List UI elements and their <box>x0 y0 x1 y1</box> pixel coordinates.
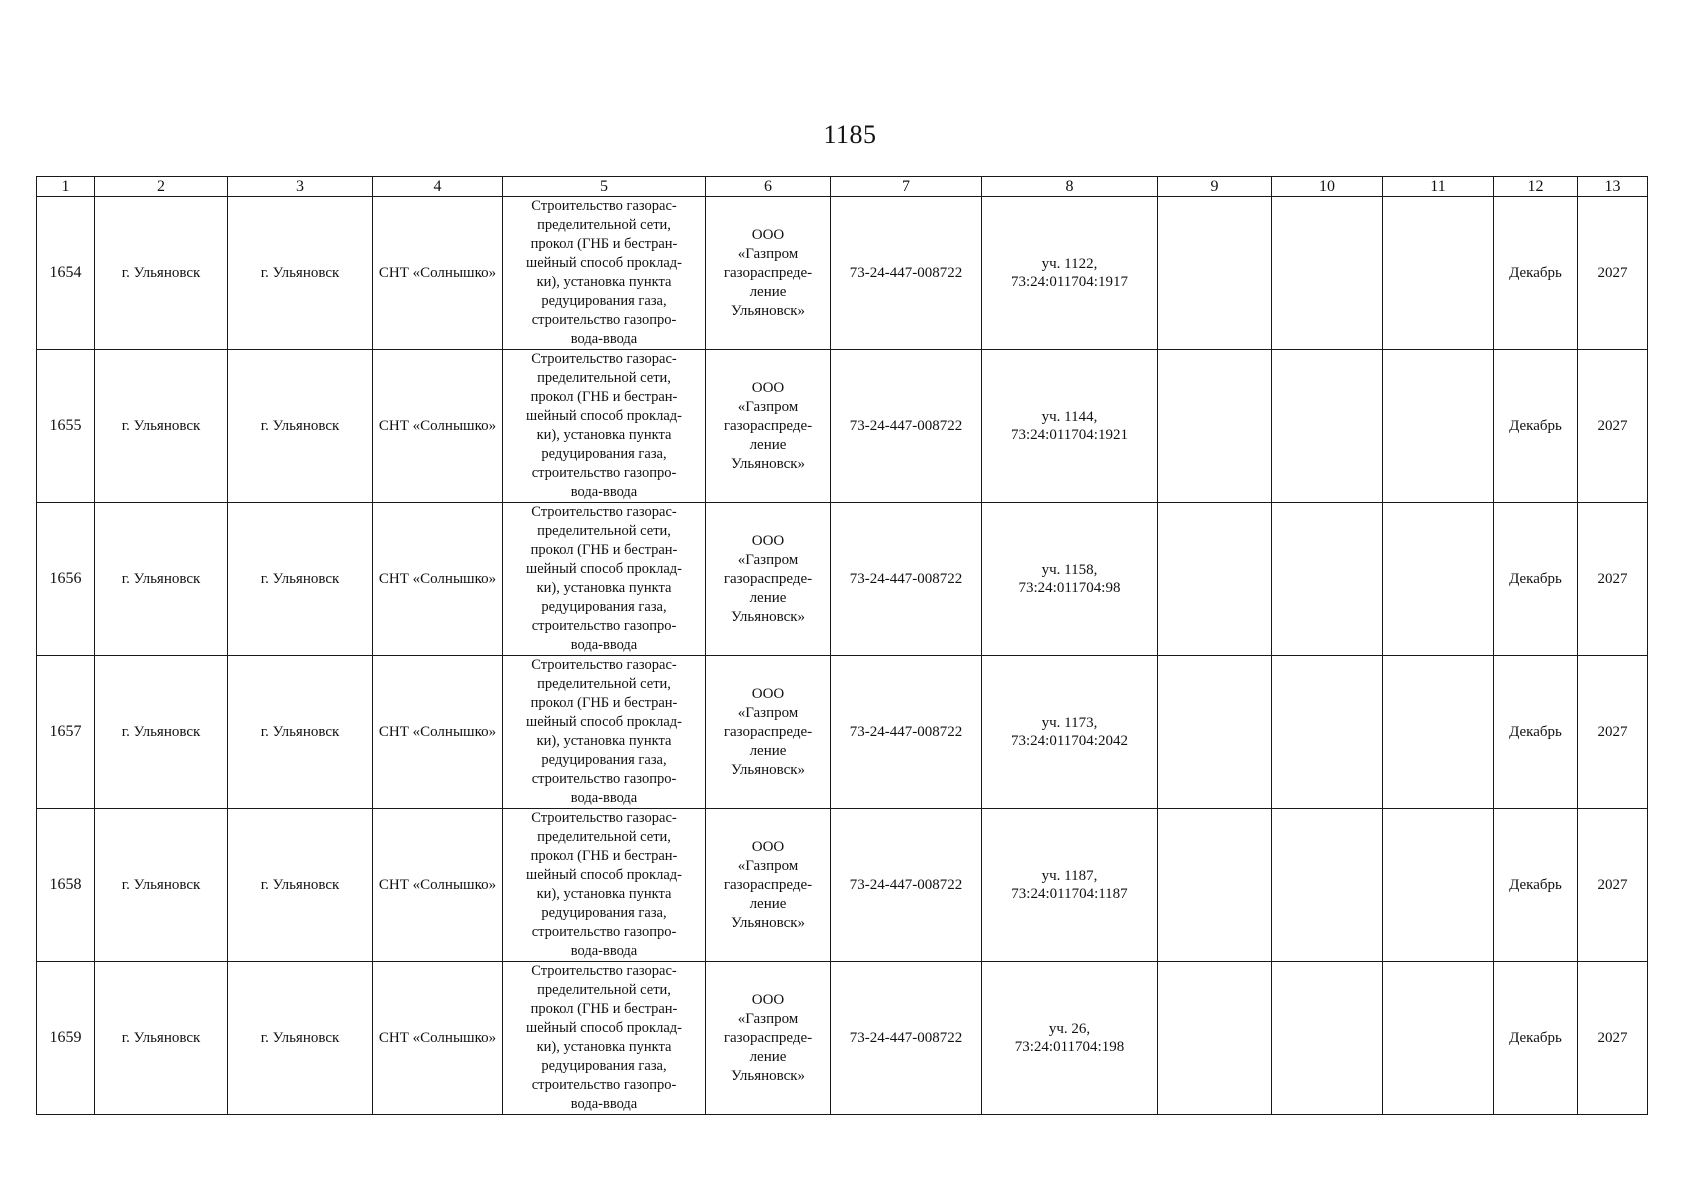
cell-plot <box>982 656 1158 809</box>
cell-number: 1658 <box>37 809 95 962</box>
work-description-line: шейный способ проклад- <box>526 714 682 730</box>
organization-line: ление <box>749 1048 787 1065</box>
cell-year: 2027 <box>1578 809 1648 962</box>
work-description-line: Строительство газорас- <box>531 963 677 979</box>
cell-col9 <box>1158 503 1272 656</box>
table-row <box>37 809 1648 962</box>
cell-work-description <box>503 350 706 503</box>
organization-line: Ульяновск» <box>730 455 806 472</box>
cell-organization <box>706 656 831 809</box>
work-description-line: пределительной сети, <box>537 982 671 998</box>
cell-district: г. Ульяновск <box>95 197 228 350</box>
column-header: 9 <box>1158 177 1272 197</box>
organization-line: ление <box>749 436 787 453</box>
work-description-line: ки), установка пункта <box>536 580 672 596</box>
cell-locality: СНТ «Солнышко» <box>373 503 503 656</box>
cell-locality: СНТ «Солнышко» <box>373 809 503 962</box>
work-description-line: строительство газопро- <box>531 465 677 481</box>
column-header: 4 <box>373 177 503 197</box>
work-description-line: строительство газопро- <box>531 924 677 940</box>
cell-number: 1657 <box>37 656 95 809</box>
cell-settlement: г. Ульяновск <box>228 197 373 350</box>
plot-line: 73:24:011704:2042 <box>1011 733 1128 749</box>
cell-district: г. Ульяновск <box>95 809 228 962</box>
work-description-line: редуцирования газа, <box>541 293 667 309</box>
organization-line: «Газпром <box>737 704 799 721</box>
organization-line: газораспреде- <box>723 723 813 740</box>
column-header: 12 <box>1494 177 1578 197</box>
plot-line: уч. 1173, <box>1041 715 1098 731</box>
plot-line: уч. 1158, <box>1041 562 1098 578</box>
cell-settlement: г. Ульяновск <box>228 656 373 809</box>
table-row <box>37 962 1648 1115</box>
plot-line: 73:24:011704:198 <box>1014 1039 1125 1055</box>
cell-col10 <box>1272 350 1383 503</box>
organization-line: газораспреде- <box>723 1029 813 1046</box>
cell-year: 2027 <box>1578 350 1648 503</box>
organization-line: ООО <box>751 991 785 1008</box>
work-description-line: ки), установка пункта <box>536 427 672 443</box>
cell-col10 <box>1272 962 1383 1115</box>
work-description-line: прокол (ГНБ и бестран- <box>530 848 678 864</box>
cell-col9 <box>1158 962 1272 1115</box>
column-number-row <box>37 177 1648 197</box>
register-table <box>36 176 1648 1115</box>
cell-plot <box>982 962 1158 1115</box>
cell-work-description <box>503 656 706 809</box>
cell-year: 2027 <box>1578 197 1648 350</box>
work-description-line: вода-ввода <box>570 637 638 653</box>
organization-line: ление <box>749 895 787 912</box>
organization-line: Ульяновск» <box>730 608 806 625</box>
work-description-line: редуцирования газа, <box>541 599 667 615</box>
work-description-line: Строительство газорас- <box>531 657 677 673</box>
work-description-line: строительство газопро- <box>531 771 677 787</box>
organization-line: «Газпром <box>737 398 799 415</box>
plot-line: 73:24:011704:1187 <box>1011 886 1128 902</box>
work-description-line: шейный способ проклад- <box>526 561 682 577</box>
column-header: 10 <box>1272 177 1383 197</box>
cell-col10 <box>1272 503 1383 656</box>
cell-district: г. Ульяновск <box>95 656 228 809</box>
cell-code: 73-24-447-008722 <box>831 503 982 656</box>
organization-line: ООО <box>751 379 785 396</box>
work-description-line: пределительной сети, <box>537 829 671 845</box>
cell-locality: СНТ «Солнышко» <box>373 962 503 1115</box>
work-description-line: прокол (ГНБ и бестран- <box>530 236 678 252</box>
cell-plot <box>982 350 1158 503</box>
work-description-line: редуцирования газа, <box>541 446 667 462</box>
work-description-line: шейный способ проклад- <box>526 255 682 271</box>
work-description-line: редуцирования газа, <box>541 1058 667 1074</box>
work-description-line: прокол (ГНБ и бестран- <box>530 1001 678 1017</box>
cell-organization <box>706 809 831 962</box>
work-description-line: ки), установка пункта <box>536 274 672 290</box>
work-description-line: вода-ввода <box>570 484 638 500</box>
cell-locality: СНТ «Солнышко» <box>373 350 503 503</box>
organization-line: ООО <box>751 685 785 702</box>
cell-col11 <box>1383 197 1494 350</box>
table-row <box>37 350 1648 503</box>
work-description-line: ки), установка пункта <box>536 733 672 749</box>
column-header: 3 <box>228 177 373 197</box>
cell-col10 <box>1272 656 1383 809</box>
cell-col9 <box>1158 656 1272 809</box>
cell-settlement: г. Ульяновск <box>228 350 373 503</box>
cell-code: 73-24-447-008722 <box>831 962 982 1115</box>
cell-month: Декабрь <box>1494 809 1578 962</box>
work-description-line: шейный способ проклад- <box>526 408 682 424</box>
cell-col9 <box>1158 809 1272 962</box>
work-description-line: редуцирования газа, <box>541 905 667 921</box>
cell-district: г. Ульяновск <box>95 350 228 503</box>
organization-line: газораспреде- <box>723 264 813 281</box>
work-description-line: прокол (ГНБ и бестран- <box>530 542 678 558</box>
work-description-line: редуцирования газа, <box>541 752 667 768</box>
cell-code: 73-24-447-008722 <box>831 809 982 962</box>
cell-plot <box>982 809 1158 962</box>
work-description-line: Строительство газорас- <box>531 504 677 520</box>
column-header: 1 <box>37 177 95 197</box>
work-description-line: ки), установка пункта <box>536 886 672 902</box>
organization-line: Ульяновск» <box>730 302 806 319</box>
cell-work-description <box>503 809 706 962</box>
cell-plot <box>982 503 1158 656</box>
work-description-line: вода-ввода <box>570 1096 638 1112</box>
cell-col11 <box>1383 962 1494 1115</box>
cell-year: 2027 <box>1578 962 1648 1115</box>
work-description-line: пределительной сети, <box>537 370 671 386</box>
organization-line: ООО <box>751 532 785 549</box>
plot-line: уч. 26, <box>1048 1021 1091 1037</box>
cell-col10 <box>1272 197 1383 350</box>
organization-line: ООО <box>751 226 785 243</box>
cell-code: 73-24-447-008722 <box>831 656 982 809</box>
cell-col11 <box>1383 350 1494 503</box>
column-header: 6 <box>706 177 831 197</box>
cell-col11 <box>1383 503 1494 656</box>
cell-district: г. Ульяновск <box>95 962 228 1115</box>
cell-month: Декабрь <box>1494 197 1578 350</box>
cell-settlement: г. Ульяновск <box>228 962 373 1115</box>
plot-line: 73:24:011704:98 <box>1018 580 1121 596</box>
column-header: 2 <box>95 177 228 197</box>
organization-line: Ульяновск» <box>730 761 806 778</box>
cell-col11 <box>1383 656 1494 809</box>
work-description-line: прокол (ГНБ и бестран- <box>530 695 678 711</box>
column-header: 7 <box>831 177 982 197</box>
column-header: 11 <box>1383 177 1494 197</box>
cell-code: 73-24-447-008722 <box>831 350 982 503</box>
cell-organization <box>706 350 831 503</box>
plot-line: уч. 1122, <box>1041 256 1098 272</box>
cell-organization <box>706 503 831 656</box>
work-description-line: вода-ввода <box>570 790 638 806</box>
work-description-line: ки), установка пункта <box>536 1039 672 1055</box>
cell-year: 2027 <box>1578 656 1648 809</box>
work-description-line: прокол (ГНБ и бестран- <box>530 389 678 405</box>
organization-line: Ульяновск» <box>730 914 806 931</box>
cell-number: 1656 <box>37 503 95 656</box>
organization-line: ление <box>749 589 787 606</box>
plot-line: 73:24:011704:1917 <box>1011 274 1128 290</box>
cell-settlement: г. Ульяновск <box>228 503 373 656</box>
cell-work-description <box>503 962 706 1115</box>
table-row <box>37 197 1648 350</box>
organization-line: «Газпром <box>737 551 799 568</box>
organization-line: ление <box>749 283 787 300</box>
cell-col9 <box>1158 197 1272 350</box>
cell-organization <box>706 197 831 350</box>
cell-district: г. Ульяновск <box>95 503 228 656</box>
work-description-line: Строительство газорас- <box>531 351 677 367</box>
column-header: 5 <box>503 177 706 197</box>
organization-line: «Газпром <box>737 1010 799 1027</box>
work-description-line: пределительной сети, <box>537 676 671 692</box>
table-row <box>37 503 1648 656</box>
cell-number: 1659 <box>37 962 95 1115</box>
organization-line: газораспреде- <box>723 417 813 434</box>
plot-line: уч. 1144, <box>1041 409 1098 425</box>
cell-month: Декабрь <box>1494 962 1578 1115</box>
organization-line: газораспреде- <box>723 570 813 587</box>
work-description-line: строительство газопро- <box>531 312 677 328</box>
table-body <box>37 197 1648 1115</box>
cell-organization <box>706 962 831 1115</box>
cell-work-description <box>503 503 706 656</box>
cell-settlement: г. Ульяновск <box>228 809 373 962</box>
plot-line: 73:24:011704:1921 <box>1011 427 1128 443</box>
page-number: 1185 <box>823 120 877 149</box>
organization-line: «Газпром <box>737 857 799 874</box>
cell-col10 <box>1272 809 1383 962</box>
work-description-line: вода-ввода <box>570 331 638 347</box>
cell-locality: СНТ «Солнышко» <box>373 656 503 809</box>
table-row <box>37 656 1648 809</box>
cell-work-description <box>503 197 706 350</box>
cell-year: 2027 <box>1578 503 1648 656</box>
cell-locality: СНТ «Солнышко» <box>373 197 503 350</box>
work-description-line: Строительство газорас- <box>531 810 677 826</box>
plot-line: уч. 1187, <box>1041 868 1098 884</box>
cell-month: Декабрь <box>1494 350 1578 503</box>
organization-line: газораспреде- <box>723 876 813 893</box>
cell-col9 <box>1158 350 1272 503</box>
table-header <box>37 177 1648 197</box>
cell-col11 <box>1383 809 1494 962</box>
organization-line: Ульяновск» <box>730 1067 806 1084</box>
cell-number: 1654 <box>37 197 95 350</box>
column-header: 13 <box>1578 177 1648 197</box>
work-description-line: вода-ввода <box>570 943 638 959</box>
work-description-line: шейный способ проклад- <box>526 1020 682 1036</box>
work-description-line: пределительной сети, <box>537 217 671 233</box>
work-description-line: пределительной сети, <box>537 523 671 539</box>
work-description-line: шейный способ проклад- <box>526 867 682 883</box>
cell-code: 73-24-447-008722 <box>831 197 982 350</box>
cell-month: Декабрь <box>1494 656 1578 809</box>
work-description-line: строительство газопро- <box>531 618 677 634</box>
column-header: 8 <box>982 177 1158 197</box>
organization-line: ООО <box>751 838 785 855</box>
organization-line: «Газпром <box>737 245 799 262</box>
cell-number: 1655 <box>37 350 95 503</box>
work-description-line: строительство газопро- <box>531 1077 677 1093</box>
organization-line: ление <box>749 742 787 759</box>
cell-plot <box>982 197 1158 350</box>
work-description-line: Строительство газорас- <box>531 198 677 214</box>
cell-month: Декабрь <box>1494 503 1578 656</box>
